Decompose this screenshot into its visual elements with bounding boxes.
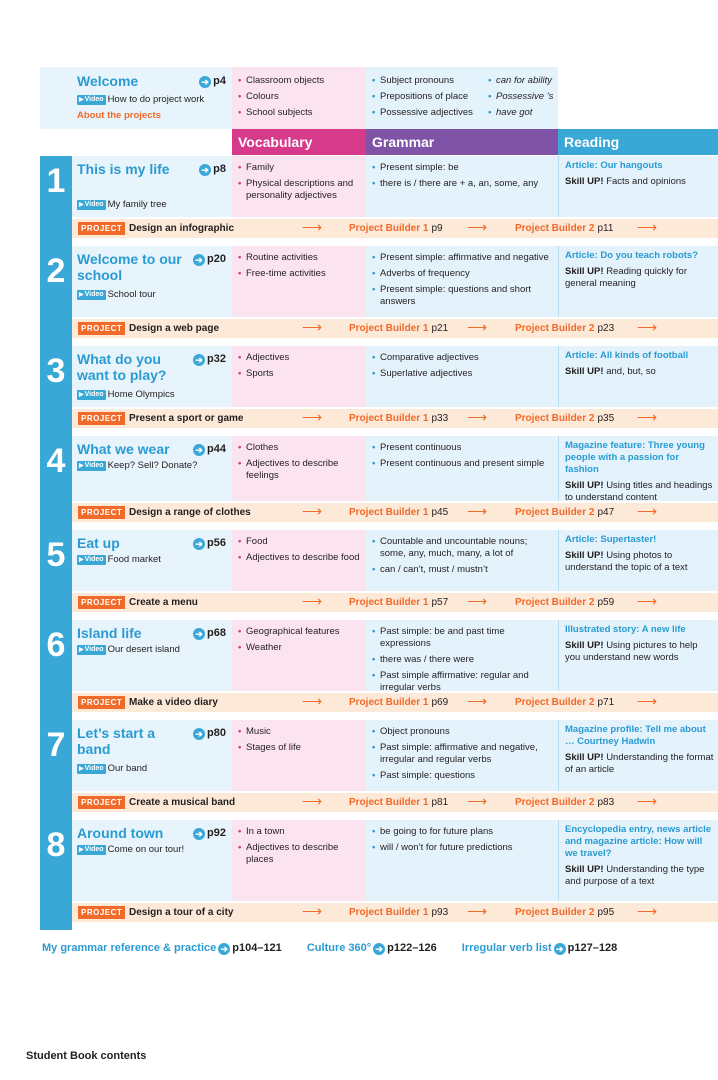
unit-vocab-cell: [232, 820, 366, 901]
unit-reading-cell: [558, 720, 718, 791]
unit-page-ref[interactable]: ➔ p20: [193, 253, 226, 266]
unit-grammar-cell: [366, 436, 558, 501]
unit-title-cell: [72, 246, 232, 317]
project-bar: [72, 219, 718, 238]
reading-title: Illustrated story: A new life: [565, 624, 686, 635]
unit-grammar-cell: [366, 530, 558, 591]
unit-grammar-cell: [366, 720, 558, 791]
unit-page-ref[interactable]: ➔ p32: [193, 353, 226, 366]
grammar-item: • Present simple: questions and short answers: [372, 284, 554, 308]
arrow-long-right-icon: ⟶: [467, 593, 488, 609]
vocab-item: • Family: [238, 162, 362, 174]
arrow-long-right-icon: ⟶: [302, 219, 323, 235]
skill-up-text: Using pictures to help you understand new words: [565, 640, 698, 663]
project-badge: PROJECT: [78, 412, 125, 425]
unit-reading-cell: [558, 156, 718, 217]
unit-vocab-cell: [232, 720, 366, 791]
arrow-long-right-icon: ⟶: [637, 693, 658, 709]
video-icon: ▶ Video: [77, 764, 106, 774]
unit-title-cell: [72, 820, 232, 901]
welcome-grammar-item: • can for ability: [488, 75, 558, 87]
skill-up-label: Skill UP!: [565, 640, 604, 651]
unit-number: 7: [40, 720, 72, 820]
unit-vocab-cell: [232, 346, 366, 407]
video-icon: ▶ Video: [77, 461, 106, 471]
unit-video[interactable]: ▶ Video Our desert island: [77, 644, 180, 655]
welcome-vocab-cell: [232, 67, 366, 129]
welcome-vocab-item: • Classroom objects: [238, 75, 362, 87]
video-icon: ▶ Video: [77, 645, 106, 655]
reading-title: Encyclopedia entry, news article and magazine article: How will we travel?: [565, 824, 712, 859]
skill-up-label: Skill UP!: [565, 752, 604, 763]
project-bar: [72, 409, 718, 428]
project-badge: PROJECT: [78, 596, 125, 609]
vocab-item: • Adjectives to describe feelings: [238, 458, 362, 482]
arrow-long-right-icon: ⟶: [637, 593, 658, 609]
skill-up-label: Skill UP!: [565, 550, 604, 561]
unit-reading-cell: [558, 530, 718, 591]
skill-up: [565, 266, 714, 290]
unit-title-cell: [72, 346, 232, 407]
welcome-title-cell: [72, 67, 232, 129]
project-badge: PROJECT: [78, 696, 125, 709]
vocab-item: • Adjectives to describe places: [238, 842, 362, 866]
project-bar: [72, 793, 718, 812]
unit-number: 2: [40, 246, 72, 346]
grammar-item: • Present continuous: [372, 442, 554, 454]
project-builder-2-link[interactable]: Project Builder 2 p35: [515, 413, 615, 424]
grammar-item: • Past simple: be and past time expressions: [372, 626, 554, 650]
unit-video[interactable]: ▶ Video Home Olympics: [77, 389, 175, 400]
unit-title-cell: [72, 720, 232, 791]
grammar-item: • can / can’t, must / mustn’t: [372, 564, 554, 576]
unit-title[interactable]: Eat up: [77, 535, 120, 551]
welcome-video[interactable]: ▶ Video How to do project work: [77, 94, 204, 105]
skill-up: [565, 366, 714, 378]
project-builder-1-link[interactable]: Project Builder 1 p57: [349, 597, 449, 608]
project-builder-2-link[interactable]: Project Builder 2 p71: [515, 697, 615, 708]
header-grammar: Grammar: [366, 129, 558, 155]
unit-page-ref[interactable]: ➔ p80: [193, 727, 226, 740]
welcome-grammar-item: • Prepositions of place: [372, 91, 487, 103]
unit-title[interactable]: Around town: [77, 825, 164, 841]
project-badge: PROJECT: [78, 222, 125, 235]
arrow-right-icon: ➔: [193, 538, 205, 550]
skill-up-text: Using titles and headings to understand content: [565, 480, 713, 503]
unit-title[interactable]: Let’s start a band: [77, 725, 156, 757]
grammar-reference-link[interactable]: My grammar reference & practice ➔ p104–121: [42, 942, 282, 954]
project-title[interactable]: Design a web page: [129, 323, 220, 334]
reading-title: Article: Our hangouts: [565, 160, 663, 171]
arrow-right-icon: ➔: [554, 943, 566, 955]
arrow-right-icon: ➔: [199, 164, 211, 176]
vocab-item: • In a town: [238, 826, 362, 838]
arrow-long-right-icon: ⟶: [302, 503, 323, 519]
skill-up: [565, 864, 714, 888]
project-builder-1-link[interactable]: Project Builder 1 p21: [349, 323, 449, 334]
arrow-right-icon: ➔: [199, 76, 211, 88]
project-bar: [72, 693, 718, 712]
unit-number: 3: [40, 346, 72, 436]
unit-title[interactable]: Welcome to our school: [77, 251, 182, 283]
project-badge: PROJECT: [78, 796, 125, 809]
vocab-item: • Adjectives to describe food: [238, 552, 362, 564]
footer-links: [42, 942, 639, 955]
unit-page-ref[interactable]: ➔ p92: [193, 827, 226, 840]
arrow-long-right-icon: ⟶: [302, 319, 323, 335]
welcome-grammar-item: • Subject pronouns: [372, 75, 487, 87]
unit-page-ref[interactable]: ➔ p56: [193, 537, 226, 550]
arrow-long-right-icon: ⟶: [637, 219, 658, 235]
unit-grammar-cell: [366, 620, 558, 691]
vocab-item: • Music: [238, 726, 362, 738]
project-bar: [72, 593, 718, 612]
project-bar: [72, 903, 718, 922]
arrow-long-right-icon: ⟶: [467, 319, 488, 335]
unit-video[interactable]: ▶ Video Our band: [77, 763, 147, 774]
arrow-right-icon: ➔: [193, 254, 205, 266]
arrow-long-right-icon: ⟶: [637, 793, 658, 809]
project-title[interactable]: Create a musical band: [129, 797, 236, 808]
project-builder-1-link[interactable]: Project Builder 1 p33: [349, 413, 449, 424]
video-icon: ▶ Video: [77, 290, 106, 300]
unit-grammar-cell: [366, 246, 558, 317]
project-title[interactable]: Design a tour of a city: [129, 907, 234, 918]
vocab-item: • Geographical features: [238, 626, 362, 638]
welcome-vocab-item: • Colours: [238, 91, 362, 103]
project-bar: [72, 319, 718, 338]
unit-title[interactable]: This is my life: [77, 161, 170, 177]
unit-page-ref[interactable]: ➔ p68: [193, 627, 226, 640]
vocab-item: • Weather: [238, 642, 362, 654]
project-builder-1-link[interactable]: Project Builder 1 p45: [349, 507, 449, 518]
unit-number: 4: [40, 436, 72, 530]
vocab-item: • Clothes: [238, 442, 362, 454]
arrow-right-icon: ➔: [218, 943, 230, 955]
unit-reading-cell: [558, 820, 718, 901]
vocab-item: • Stages of life: [238, 742, 362, 754]
project-title[interactable]: Present a sport or game: [129, 413, 244, 424]
project-builder-1-link[interactable]: Project Builder 1 p93: [349, 907, 449, 918]
arrow-long-right-icon: ⟶: [467, 409, 488, 425]
unit-title-cell: [72, 620, 232, 691]
skill-up: [565, 176, 714, 188]
project-bar: [72, 503, 718, 522]
unit-reading-cell: [558, 246, 718, 317]
grammar-item: • Present simple: be: [372, 162, 554, 174]
arrow-right-icon: ➔: [193, 444, 205, 456]
welcome-grammar-item: • Possessive ’s: [488, 91, 558, 103]
reading-title: Magazine profile: Tell me about … Courtney Hadwin: [565, 724, 706, 747]
project-badge: PROJECT: [78, 906, 125, 919]
arrow-long-right-icon: ⟶: [467, 219, 488, 235]
welcome-title[interactable]: Welcome: [77, 73, 139, 89]
grammar-item: • Past simple affirmative: regular and irregular verbs: [372, 670, 554, 694]
reading-title: Article: Do you teach robots?: [565, 250, 699, 261]
header-reading: Reading: [558, 129, 718, 155]
skill-up: [565, 480, 714, 504]
grammar-item: • Superlative adjectives: [372, 368, 554, 380]
reading-title: Magazine feature: Three young people with a passion for fashion: [565, 440, 705, 475]
project-title[interactable]: Make a video diary: [129, 697, 218, 708]
skill-up: [565, 550, 714, 574]
unit-number: 1: [40, 156, 72, 246]
arrow-long-right-icon: ⟶: [302, 409, 323, 425]
project-title[interactable]: Design an infographic: [129, 223, 235, 234]
grammar-item: • Present simple: affirmative and negative: [372, 252, 554, 264]
grammar-item: • Past simple: questions: [372, 770, 554, 782]
arrow-right-icon: ➔: [193, 354, 205, 366]
vocab-item: • Food: [238, 536, 362, 548]
unit-reading-cell: [558, 620, 718, 691]
vocab-item: • Physical descriptions and personality adjectives: [238, 178, 362, 202]
grammar-item: • will / won’t for future predictions: [372, 842, 554, 854]
project-title[interactable]: Design a range of clothes: [129, 507, 251, 518]
arrow-long-right-icon: ⟶: [467, 903, 488, 919]
unit-reading-cell: [558, 436, 718, 501]
skill-up-text: Reading quickly for general meaning: [565, 266, 687, 289]
arrow-right-icon: ➔: [193, 728, 205, 740]
unit-vocab-cell: [232, 246, 366, 317]
reading-title: Article: All kinds of football: [565, 350, 689, 361]
skill-up-text: Using photos to understand the topic of a text: [565, 550, 688, 573]
arrow-right-icon: ➔: [193, 628, 205, 640]
unit-page-ref[interactable]: ➔ p44: [193, 443, 226, 456]
unit-title[interactable]: Island life: [77, 625, 142, 641]
unit-title-cell: [72, 530, 232, 591]
unit-video[interactable]: ▶ Video Food market: [77, 554, 161, 565]
unit-number: 6: [40, 620, 72, 720]
project-builder-2-link[interactable]: Project Builder 2 p83: [515, 797, 615, 808]
video-icon: ▶ Video: [77, 200, 106, 210]
arrow-long-right-icon: ⟶: [302, 793, 323, 809]
skill-up-text: and, but, so: [606, 366, 656, 377]
video-icon: ▶ Video: [77, 390, 106, 400]
grammar-item: • Countable and uncountable nouns; some, any, much, many, a lot of: [372, 536, 554, 560]
unit-number: 5: [40, 530, 72, 620]
skill-up-text: Facts and opinions: [606, 176, 686, 187]
welcome-page-ref[interactable]: ➔ p4: [199, 75, 226, 88]
grammar-item: • Adverbs of frequency: [372, 268, 554, 280]
unit-page-ref[interactable]: ➔ p8: [199, 163, 226, 176]
project-builder-2-link[interactable]: Project Builder 2 p11: [515, 223, 614, 234]
project-builder-1-link[interactable]: Project Builder 1 p69: [349, 697, 449, 708]
reading-title: Article: Supertaster!: [565, 534, 657, 545]
vocab-item: • Sports: [238, 368, 362, 380]
project-builder-1-link[interactable]: Project Builder 1 p9: [349, 223, 443, 234]
welcome-grammar-item: • Possessive adjectives: [372, 107, 487, 119]
skill-up-text: Understanding the type and purpose of a text: [565, 864, 705, 887]
page-footer-label: Student Book contents: [26, 1050, 147, 1062]
project-builder-1-link[interactable]: Project Builder 1 p81: [349, 797, 449, 808]
unit-grammar-cell: [366, 156, 558, 217]
arrow-long-right-icon: ⟶: [637, 319, 658, 335]
grammar-item: • Object pronouns: [372, 726, 554, 738]
arrow-long-right-icon: ⟶: [302, 693, 323, 709]
unit-vocab-cell: [232, 530, 366, 591]
grammar-item: • Past simple: affirmative and negative, irregular and regular verbs: [372, 742, 554, 766]
culture-360-link[interactable]: Culture 360° ➔ p122–126: [306, 942, 437, 954]
project-badge: PROJECT: [78, 322, 125, 335]
welcome-left-strip: [40, 67, 72, 129]
project-builder-2-link[interactable]: Project Builder 2 p23: [515, 323, 615, 334]
grammar-item: • there is / there are + a, an, some, any: [372, 178, 554, 190]
arrow-long-right-icon: ⟶: [637, 503, 658, 519]
project-builder-2-link[interactable]: Project Builder 2 p95: [515, 907, 615, 918]
unit-vocab-cell: [232, 156, 366, 217]
skill-up: [565, 640, 714, 664]
skill-up-label: Skill UP!: [565, 864, 604, 875]
unit-video[interactable]: ▶ Video Come on our tour!: [77, 844, 184, 855]
skill-up-label: Skill UP!: [565, 366, 604, 377]
welcome-vocab-item: • School subjects: [238, 107, 362, 119]
project-builder-2-link[interactable]: Project Builder 2 p59: [515, 597, 615, 608]
skill-up-label: Skill UP!: [565, 176, 604, 187]
header-vocabulary: Vocabulary: [232, 129, 366, 155]
unit-vocab-cell: [232, 620, 366, 691]
page-footer: [6, 1050, 146, 1062]
grammar-item: • there was / there were: [372, 654, 554, 666]
unit-grammar-cell: [366, 820, 558, 901]
grammar-item: • Present continuous and present simple: [372, 458, 554, 470]
arrow-right-icon: ➔: [373, 943, 385, 955]
unit-video[interactable]: ▶ Video Keep? Sell? Donate?: [77, 460, 197, 471]
arrow-long-right-icon: ⟶: [467, 693, 488, 709]
skill-up-label: Skill UP!: [565, 480, 604, 491]
arrow-right-icon: ➔: [193, 828, 205, 840]
irregular-verb-list-link[interactable]: Irregular verb list ➔ p127–128: [461, 942, 618, 954]
grammar-item: • Comparative adjectives: [372, 352, 554, 364]
unit-title[interactable]: What do you want to play?: [77, 351, 167, 383]
video-icon: ▶ Video: [77, 845, 106, 855]
unit-video[interactable]: ▶ Video School tour: [77, 289, 156, 300]
video-icon: ▶ Video: [77, 95, 106, 105]
arrow-long-right-icon: ⟶: [637, 903, 658, 919]
unit-grammar-cell: [366, 346, 558, 407]
vocab-item: • Free-time activities: [238, 268, 362, 280]
welcome-grammar-cell: [366, 67, 558, 129]
skill-up-label: Skill UP!: [565, 266, 604, 277]
unit-reading-cell: [558, 346, 718, 407]
vocab-item: • Routine activities: [238, 252, 362, 264]
arrow-long-right-icon: ⟶: [467, 793, 488, 809]
unit-number: 8: [40, 820, 72, 930]
arrow-long-right-icon: ⟶: [302, 903, 323, 919]
about-projects-link[interactable]: About the projects: [77, 110, 161, 121]
project-badge: PROJECT: [78, 506, 125, 519]
unit-video[interactable]: ▶ Video My family tree: [77, 199, 167, 210]
welcome-grammar-item: • have got: [488, 107, 558, 119]
unit-title[interactable]: What we wear: [77, 441, 170, 457]
arrow-long-right-icon: ⟶: [302, 593, 323, 609]
video-icon: ▶ Video: [77, 555, 106, 565]
grammar-item: • be going to for future plans: [372, 826, 554, 838]
unit-title-cell: [72, 156, 232, 217]
skill-up: [565, 752, 714, 776]
project-title[interactable]: Create a menu: [129, 597, 198, 608]
arrow-long-right-icon: ⟶: [637, 409, 658, 425]
project-builder-2-link[interactable]: Project Builder 2 p47: [515, 507, 615, 518]
arrow-long-right-icon: ⟶: [467, 503, 488, 519]
unit-vocab-cell: [232, 436, 366, 501]
vocab-item: • Adjectives: [238, 352, 362, 364]
skill-up-text: Understanding the format of an article: [565, 752, 714, 775]
unit-title-cell: [72, 436, 232, 501]
